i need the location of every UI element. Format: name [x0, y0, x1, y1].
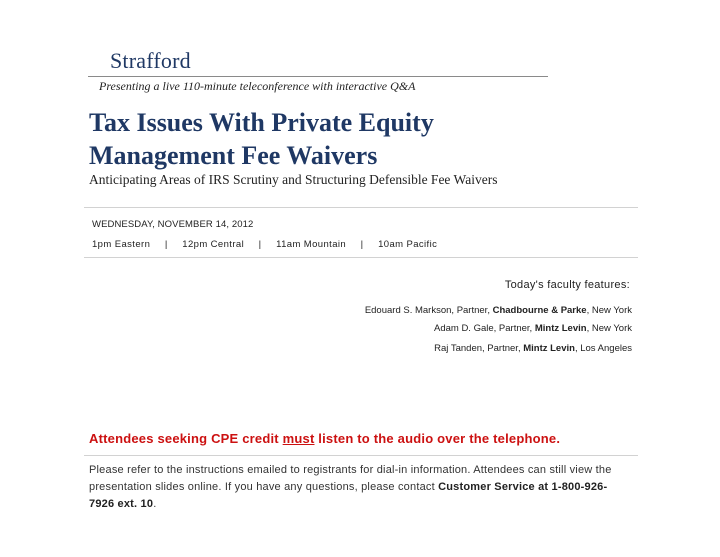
- tagline: Presenting a live 110-minute teleconference with interactive Q&A: [99, 79, 416, 93]
- strafford-logo: Strafford: [110, 48, 191, 73]
- subtitle: Anticipating Areas of IRS Scrutiny and Structuring Defensible Fee Waivers: [89, 172, 498, 187]
- dial-in-info: [89, 462, 629, 513]
- time-mountain: 11am Mountain: [276, 239, 347, 250]
- faculty-location: , New York: [586, 305, 632, 316]
- faculty-member: [434, 343, 632, 354]
- faculty-firm: Mintz Levin: [523, 343, 575, 354]
- time-pacific: 10am Pacific: [378, 239, 438, 250]
- time-separator: |: [164, 239, 168, 250]
- faculty-name-title: Edouard S. Markson, Partner,: [364, 305, 493, 316]
- customer-service-contact: Customer Service at 1-800-926-7926 ext. 10: [89, 481, 608, 510]
- cpe-emphasis: must: [282, 431, 315, 446]
- faculty-name-title: Raj Tanden, Partner,: [434, 343, 524, 354]
- time-central: 12pm Central: [182, 239, 245, 250]
- page-title: [89, 106, 649, 172]
- tagline-divider: [88, 76, 548, 77]
- event-date: WEDNESDAY, NOVEMBER 14, 2012: [92, 219, 254, 230]
- divider-top: [84, 207, 638, 208]
- faculty-location: , New York: [586, 323, 632, 334]
- cpe-text-after: listen to the audio over the telephone.: [314, 431, 561, 446]
- cpe-notice: [89, 431, 560, 446]
- time-separator: |: [360, 239, 364, 250]
- info-text: Please refer to the instructions emailed to registrants for dial-in information. Attendees can still view the presentation slides online. If you have any questions, please contact: [89, 464, 612, 493]
- faculty-name-title: Adam D. Gale, Partner,: [433, 323, 535, 334]
- title-line-1: Tax Issues With Private Equity: [89, 108, 434, 137]
- event-times: [92, 239, 437, 250]
- time-separator: |: [258, 239, 262, 250]
- title-line-2: Management Fee Waivers: [89, 141, 378, 170]
- cpe-text-before: Attendees seeking CPE credit: [89, 431, 283, 446]
- info-end: .: [153, 498, 157, 510]
- faculty-heading: Today's faculty features:: [504, 279, 630, 291]
- divider-middle: [84, 257, 638, 258]
- faculty-member: [365, 305, 632, 316]
- faculty-firm: Mintz Levin: [534, 323, 587, 334]
- faculty-member: [434, 323, 632, 334]
- divider-bottom: [84, 455, 638, 456]
- faculty-firm: Chadbourne & Parke: [492, 305, 587, 316]
- faculty-location: , Los Angeles: [574, 343, 632, 354]
- time-eastern: 1pm Eastern: [92, 239, 151, 250]
